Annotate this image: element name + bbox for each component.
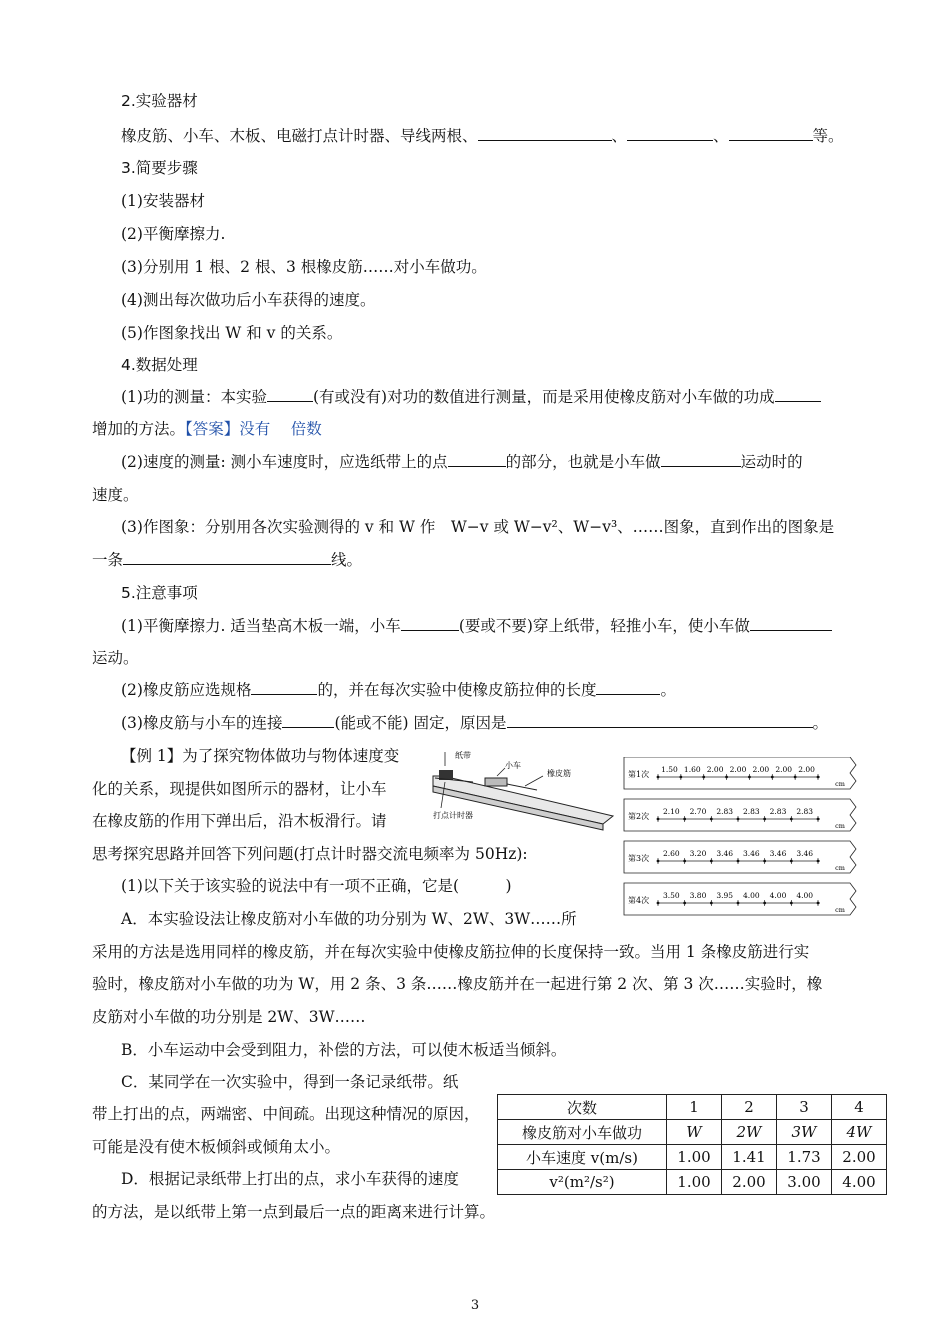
tape-dot xyxy=(737,860,740,863)
tape-dot xyxy=(725,776,728,779)
tape-dot xyxy=(683,860,686,863)
tape-value: 3.20 xyxy=(689,849,707,858)
tape-value: 3.95 xyxy=(716,891,734,900)
table-cell: 小车速度 v(m/s) xyxy=(498,1145,667,1170)
tape-dot xyxy=(679,776,682,779)
pointer-rubber xyxy=(525,776,543,786)
apparatus-figure xyxy=(425,746,617,838)
example-1-line2: 化的关系，现提供如图所示的器材，让小车 xyxy=(92,780,387,798)
blank[interactable] xyxy=(507,713,813,728)
tape-value: 1.60 xyxy=(683,765,701,774)
blank[interactable] xyxy=(282,713,334,728)
tape-value: 3.46 xyxy=(716,849,734,858)
option-d-line2: 的方法，是以纸带上第一点到最后一点的距离来进行计算。 xyxy=(92,1203,496,1221)
blank[interactable] xyxy=(123,550,331,565)
tape-dot xyxy=(710,818,713,821)
answer: 【答案】没有 倍数 xyxy=(185,420,322,438)
label-timer: 打点计时器 xyxy=(433,811,473,820)
tape-strip xyxy=(624,799,856,831)
step-2: (2)平衡摩擦力. xyxy=(121,225,226,243)
option-d-line1: D．根据记录纸带上打出的点，求小车获得的速度 xyxy=(121,1170,459,1188)
table-cell: 次数 xyxy=(498,1095,667,1120)
section-4-title: 4.数据处理 xyxy=(121,356,198,374)
tape-value: 2.00 xyxy=(706,765,724,774)
tape-value: 2.60 xyxy=(662,849,680,858)
tape-dot xyxy=(702,776,705,779)
tape-dot xyxy=(817,818,820,821)
tape-value: 2.83 xyxy=(796,807,814,816)
option-a-line1: A．本实验设法让橡皮筋对小车做的功分别为 W、2W、3W……所 xyxy=(121,910,577,928)
tape-value: 2.10 xyxy=(662,807,680,816)
rubber-band xyxy=(507,784,537,790)
option-c-line2: 带上打出的点，两端密、中间疏。出现这种情况的原因， xyxy=(92,1105,480,1123)
data-table xyxy=(497,1094,887,1195)
table-cell: 橡皮筋对小车做功 xyxy=(498,1120,667,1145)
tape-dot xyxy=(790,818,793,821)
table-cell: W xyxy=(667,1120,722,1145)
tape-dot xyxy=(710,902,713,905)
tape-value: 2.70 xyxy=(689,807,707,816)
tape-dot xyxy=(657,860,660,863)
tape-dot xyxy=(790,860,793,863)
tape-value: 1.50 xyxy=(661,765,678,774)
table-cell: 2.00 xyxy=(832,1145,887,1170)
tape-value: 2.00 xyxy=(775,765,793,774)
paper-tape-figure xyxy=(622,757,860,921)
tape-dot xyxy=(737,818,740,821)
tape-value: 3.46 xyxy=(769,849,787,858)
tape-unit: cm xyxy=(835,906,845,914)
blank[interactable] xyxy=(267,387,313,402)
tape-dot xyxy=(683,818,686,821)
blank[interactable] xyxy=(401,616,459,631)
section-5-title: 5.注意事项 xyxy=(121,584,198,602)
blank[interactable] xyxy=(627,126,713,141)
step-3: (3)分别用 1 根、2 根、3 根橡皮筋……对小车做功。 xyxy=(121,258,487,276)
tape-unit: cm xyxy=(835,822,845,830)
option-c-line1: C．某同学在一次实验中，得到一条记录纸带。纸 xyxy=(121,1073,459,1091)
tape-value: 3.46 xyxy=(796,849,814,858)
s5-p3: (3)橡皮筋与小车的连接 (能或不能) 固定，原因是 。 xyxy=(121,714,829,732)
s5-p1-line2: 运动。 xyxy=(92,649,139,667)
table-cell: 2 xyxy=(722,1095,777,1120)
tape-strip xyxy=(624,883,856,915)
table-cell: 4 xyxy=(832,1095,887,1120)
table-cell: 3 xyxy=(777,1095,832,1120)
blank[interactable] xyxy=(775,387,821,402)
table-row xyxy=(498,1120,887,1145)
page-number: 3 xyxy=(470,1298,480,1313)
tape-value: 4.00 xyxy=(742,891,760,900)
section-3-title: 3.简要步骤 xyxy=(121,159,198,177)
tape-unit: cm xyxy=(835,780,845,788)
option-a-line2: 采用的方法是选用同样的橡皮筋，并在每次实验中使橡皮筋拉伸的长度保持一致。当用 1 条橡皮筋进行实 xyxy=(92,943,810,961)
example-1-line3: 在橡皮筋的作用下弹出后，沿木板滑行。请 xyxy=(92,812,387,830)
tape-strip xyxy=(624,841,856,873)
tape-dot xyxy=(710,860,713,863)
blank[interactable] xyxy=(596,680,660,695)
tape-value: 4.00 xyxy=(796,891,814,900)
option-a-line4: 皮筋对小车做的功分别是 2W、3W…… xyxy=(92,1008,366,1026)
s4-p2-line1: (2)速度的测量: 测小车速度时，应选纸带上的点 的部分，也就是小车做 运动时的 xyxy=(121,453,803,471)
step-5: (5)作图象找出 W 和 v 的关系。 xyxy=(121,324,343,342)
tape-value: 3.46 xyxy=(742,849,760,858)
blank[interactable] xyxy=(661,452,741,467)
tape-dot xyxy=(683,902,686,905)
table-cell: 4W xyxy=(832,1120,887,1145)
car-body xyxy=(485,778,507,786)
blank[interactable] xyxy=(251,680,317,695)
tape-value: 2.00 xyxy=(729,765,747,774)
tape-dot xyxy=(763,902,766,905)
tape-dot xyxy=(657,776,660,779)
tape-label: 第2次 xyxy=(628,812,650,821)
tape-dot xyxy=(817,776,820,779)
option-a-line3: 验时，橡皮筋对小车做的功为 W，用 2 条、3 条……橡皮筋并在一起进行第 2 次、第 3 次……实验时，橡 xyxy=(92,975,823,993)
tape-dot xyxy=(817,902,820,905)
blank[interactable] xyxy=(729,126,813,141)
pointer-car xyxy=(497,768,505,776)
section-2-line: 橡皮筋、小车、木板、电磁打点计时器、导线两根、 、 、 等。 xyxy=(121,127,844,145)
example-1-line1: 【例 1】为了探究物体做功与物体速度变 xyxy=(121,747,400,765)
table-cell: 1.00 xyxy=(667,1145,722,1170)
tape-value: 3.50 xyxy=(662,891,680,900)
tape-value: 2.83 xyxy=(769,807,787,816)
section-2-title: 2.实验器材 xyxy=(121,92,198,110)
table-cell: 4.00 xyxy=(832,1170,887,1195)
s4-p2-line2: 速度。 xyxy=(92,486,139,504)
blank[interactable] xyxy=(750,616,832,631)
table-cell: 2W xyxy=(722,1120,777,1145)
tape-value: 3.80 xyxy=(689,891,707,900)
tape-dot xyxy=(763,860,766,863)
table-cell: 1 xyxy=(667,1095,722,1120)
tape-dot xyxy=(737,902,740,905)
table-cell: 1.00 xyxy=(667,1170,722,1195)
tape-dot xyxy=(657,818,660,821)
s5-p2: (2)橡皮筋应选规格 的，并在每次实验中使橡皮筋拉伸的长度 。 xyxy=(121,681,676,699)
tape-dot xyxy=(790,902,793,905)
tape-dot xyxy=(817,860,820,863)
label-rubber: 橡皮筋 xyxy=(547,769,571,778)
tape-value: 4.00 xyxy=(769,891,787,900)
option-b: B．小车运动中会受到阻力，补偿的方法，可以使木板适当倾斜。 xyxy=(121,1041,567,1059)
question-1: (1)以下关于该实验的说法中有一项不正确，它是( ) xyxy=(121,877,512,895)
s4-p3-line1: (3)作图象：分别用各次实验测得的 v 和 W 作 W−v 或 W−v²、W−v³、……图象，直到作出的图象是 xyxy=(121,518,835,536)
tape-dot xyxy=(657,902,660,905)
tape-dot xyxy=(748,776,751,779)
table-cell: 3.00 xyxy=(777,1170,832,1195)
tape-dot xyxy=(794,776,797,779)
table-cell: 1.41 xyxy=(722,1145,777,1170)
blank[interactable] xyxy=(448,452,506,467)
table-cell: v²(m²/s²) xyxy=(498,1170,667,1195)
tape-label: 第4次 xyxy=(628,896,650,905)
table-row xyxy=(498,1145,887,1170)
tape-value: 2.83 xyxy=(716,807,734,816)
step-1: (1)安装器材 xyxy=(121,192,205,210)
tape-value: 2.00 xyxy=(798,765,815,774)
table-cell: 2.00 xyxy=(722,1170,777,1195)
table-header-row xyxy=(498,1095,887,1120)
tape-value: 2.83 xyxy=(742,807,760,816)
tape-unit: cm xyxy=(835,864,845,872)
table-cell: 1.73 xyxy=(777,1145,832,1170)
tape-label: 第3次 xyxy=(628,854,650,863)
label-car: 小车 xyxy=(505,761,521,770)
tape-label: 第1次 xyxy=(628,770,650,779)
option-c-line3: 可能是没有使木板倾斜或倾角太小。 xyxy=(92,1138,341,1156)
tape-value: 2.00 xyxy=(752,765,770,774)
blank[interactable] xyxy=(478,126,612,141)
table-cell: 3W xyxy=(777,1120,832,1145)
s5-p1-line1: (1)平衡摩擦力. 适当垫高木板一端，小车 (要或不要)穿上纸带，轻推小车，使小车做 xyxy=(121,616,832,636)
s4-p1-line1: (1)功的测量：本实验 (有或没有)对功的数值进行测量，而是采用使橡皮筋对小车做的功成 xyxy=(121,387,821,407)
tape-dot xyxy=(771,776,774,779)
label-tape: 纸带 xyxy=(455,751,471,760)
step-4: (4)测出每次做功后小车获得的速度。 xyxy=(121,291,376,309)
tape-dot xyxy=(763,818,766,821)
s4-p1-line2: 增加的方法。【答案】没有 倍数 xyxy=(92,420,322,438)
s4-p3-line2: 一条 线。 xyxy=(92,551,363,569)
example-1-line4: 思考探究思路并回答下列问题(打点计时器交流电频率为 50Hz): xyxy=(92,845,528,863)
table-row xyxy=(498,1170,887,1195)
